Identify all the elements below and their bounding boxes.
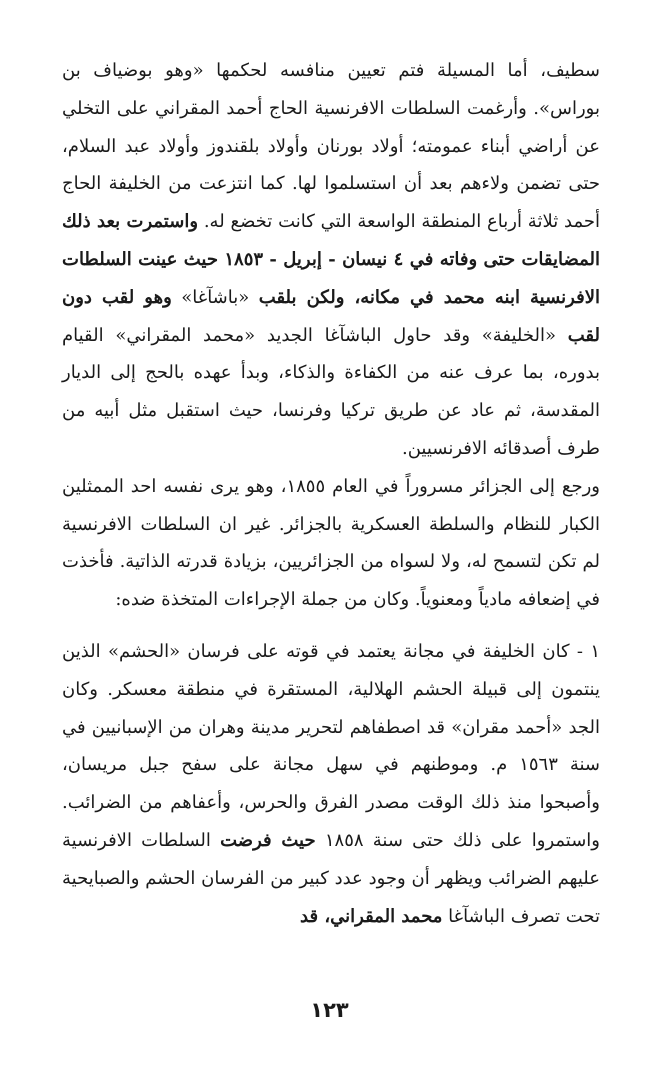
bold-text-run: واستمرت بعد ذلك المضايقات حتى وفاته في ٤ نيسان - إبريل - ١٨٥٣ حيث عينت السلطات الافرنسية ابنه محمد في مكانه، ولكن بلقب (62, 211, 601, 308)
text-run: ١ - كان الخليفة في مجانة يعتمد في قوته على فرسان «الحشم» الذين ينتمون إلى قبيلة الحشم الهلالية، المستقرة في منطقة معسكر. وكان الجد «أحمد مقران» قد اصطفاهم لتحرير مدينة وهران من الإسبانيين في سنة ١٥٦٣ م. وموطنهم في سهل مجانة على سفح جبل مريسان، وأصبحوا منذ ذلك الوقت مصدر الفرق والحرس، وأعفاهم من الضرائب. واستمروا على ذلك حتى سنة ١٨٥٨ (62, 640, 601, 851)
paragraph (62, 52, 600, 468)
text-run: ورجع إلى الجزائر مسروراً في العام ١٨٥٥، وهو يرى نفسه احد الممثلين الكبار للنظام والسلطة العسكرية بالجزائر. غير ان السلطات الافرنسية لم تكن لتسمح له، ولا لسواه من الجزائريين، بزيادة قدرته الذاتية. فأخذت في إضعافه مادياً ومعنوياً. وكان من جملة الإجراءات المتخذة ضده: (62, 475, 600, 611)
bold-text-run: وهو لقب دون لقب (62, 286, 600, 346)
bold-text-run: حيث فرضت (220, 829, 316, 851)
text-run: «الخليفة» وقد حاول الباشآغا الجديد «محمد المقراني» القيام بدوره، بما عرف عنه من الكفاءة والذكاء، وبدأ عهده بالحج إلى الديار المقدسة، ثم عاد عن طريق تركيا وفرنسا، حيث استقبل مثل أبيه من طرف أصدقائه الافرنسيين. (62, 324, 600, 459)
bold-text-run: محمد المقراني، قد (300, 905, 443, 927)
page-number: ١٢٣ (310, 998, 349, 1022)
paragraph-gap (62, 619, 600, 633)
text-run: السلطات الافرنسية عليهم الضرائب ويظهر أن وجود عدد كبير من الفرسان الحشم والصبايحية تحت تصرف الباشآغا (62, 829, 600, 927)
paragraph (62, 633, 600, 935)
text-run: سطيف، أما المسيلة فتم تعيين منافسه لحكمها «وهو بوضياف بن بوراس». وأرغمت السلطات الافرنسية الحاج أحمد المقراني على التخلي عن أراضي أبناء عمومته؛ أولاد بورنان وأولاد بلقندوز وأولاد عبد السلام، حتى تضمن ولاءهم بعد أن استسلموا لها. كما انتزعت من الخليفة الحاج أحمد ثلاثة أرباع المنطقة الواسعة التي كانت تخضع له. (62, 60, 600, 233)
paragraph (62, 468, 600, 619)
text-run: «باشآغا» (171, 286, 259, 308)
page-body (62, 52, 600, 935)
